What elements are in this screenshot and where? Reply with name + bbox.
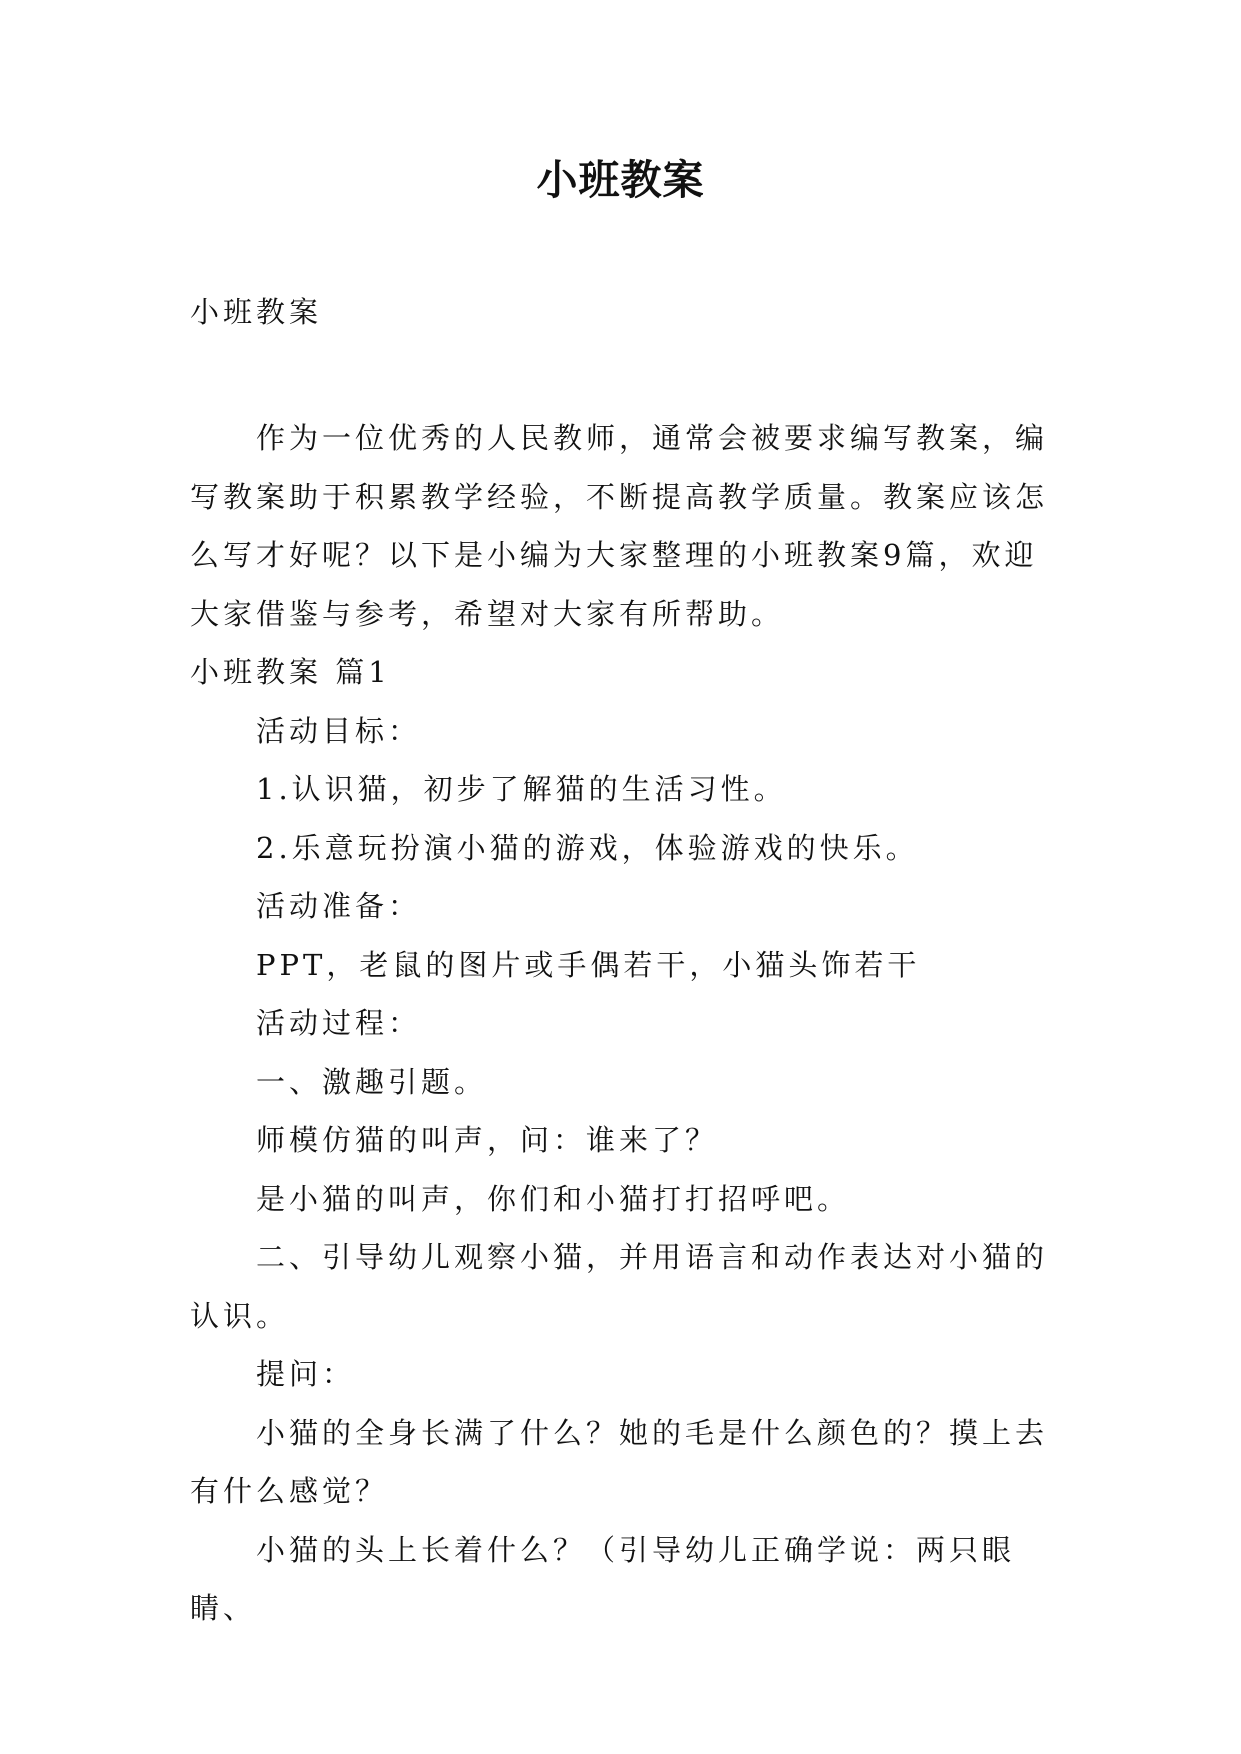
body-paragraph: 活动目标： bbox=[256, 713, 422, 748]
body-paragraph: 活动过程： bbox=[256, 1006, 422, 1040]
body-paragraph: 小猫的全身长满了什么？她的毛是什么颜色的？摸上去有什么感觉？ bbox=[190, 1415, 1049, 1508]
body-paragraph: 2.乐意玩扮演小猫的游戏，体验游戏的快乐。 bbox=[256, 830, 919, 865]
document-title: 小班教案 bbox=[536, 156, 705, 204]
body-paragraph: 小猫的头上长着什么？（引导幼儿正确学说：两只眼睛、 bbox=[190, 1532, 1016, 1625]
body-paragraph: 是小猫的叫声，你们和小猫打打招呼吧。 bbox=[256, 1181, 851, 1216]
body-paragraph: 提问： bbox=[256, 1357, 356, 1391]
body-paragraph: 1.认识猫，初步了解猫的生活习性。 bbox=[256, 772, 787, 806]
intro-paragraph: 作为一位优秀的人民教师，通常会被要求编写教案，编写教案助于积累教学经验，不断提高教学质量。教案应该怎么写才好呢？以下是小编为大家整理的小班教案9篇，欢迎大家借鉴与参考，希望对大家有所帮助。 bbox=[190, 421, 1049, 631]
document-subtitle: 小班教案 bbox=[190, 295, 323, 329]
body-paragraph: 二、引导幼儿观察小猫，并用语言和动作表达对小猫的认识。 bbox=[190, 1240, 1049, 1333]
section-heading: 小班教案 篇1 bbox=[190, 655, 391, 689]
body-paragraph: PPT，老鼠的图片或手偶若干，小猫头饰若干 bbox=[256, 947, 921, 982]
body-paragraph: 师模仿猫的叫声，问：谁来了？ bbox=[256, 1123, 719, 1157]
body-paragraph: 活动准备： bbox=[256, 889, 422, 923]
body-paragraph: 一、激趣引题。 bbox=[256, 1064, 488, 1099]
document-body bbox=[190, 409, 1050, 1638]
